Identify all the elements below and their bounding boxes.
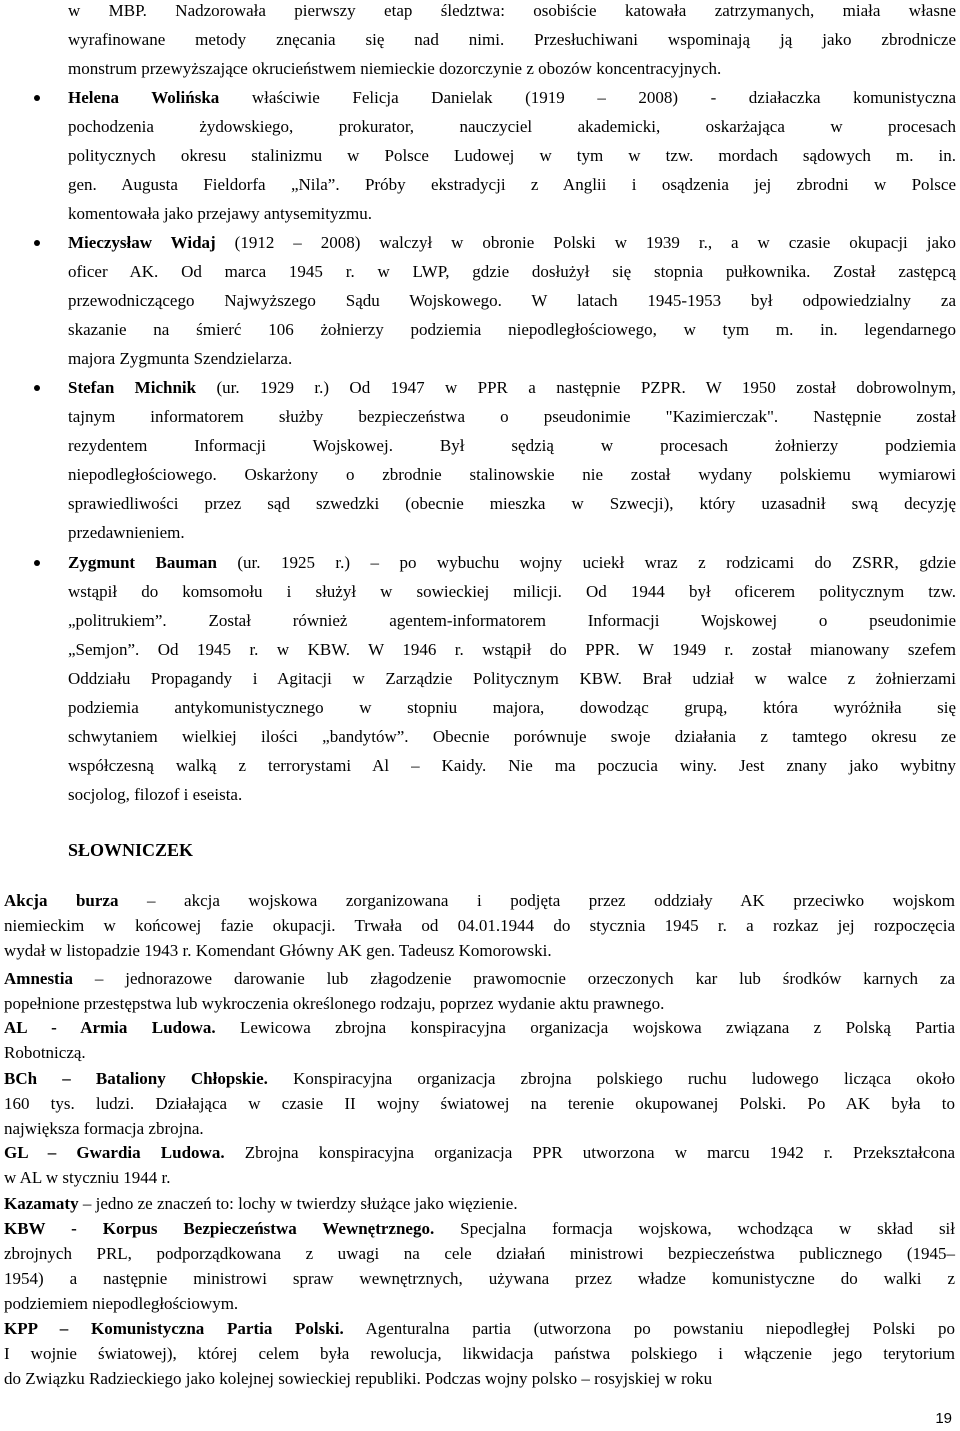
glossary-line: KPP – Komunistyczna Partia Polski. Agenturalna partia (utworzona po powstaniu niepodległej Polski po	[4, 1319, 956, 1338]
glossary-line: AL - Armia Ludowa. Lewicowa zbrojna konspiracyjna organizacja wojskowa związana z Polską Partia	[4, 1018, 955, 1037]
glossary-entry	[4, 1066, 955, 1141]
bio-line: gen. Augusta Fieldorfa „Nila”. Próby ekstradycji z Anglii i osądzenia jej zbrodni w Polsce	[68, 175, 956, 194]
bio-line: „politrukiem”. Został również agentem-informatorem Informacji Wojskowej o pseudonimie	[68, 611, 956, 630]
bio-line: majora Zygmunta Szendzielarza.	[68, 349, 293, 368]
term: BCh – Bataliony Chłopskie.	[4, 1069, 268, 1088]
glossary-line: Akcja burza – akcja wojskowa zorganizowana i podjęta przez oddziały AK przeciwko wojskom	[4, 891, 955, 910]
bio-line: przedawnieniem.	[68, 523, 185, 542]
bio-item	[68, 83, 956, 228]
glossary-entry	[4, 1316, 955, 1391]
bio-item	[68, 373, 956, 547]
glossary-line: BCh – Bataliony Chłopskie. Konspiracyjna organizacja zbrojna polskiego ruchu ludowego licząca około	[4, 1069, 955, 1088]
glossary-heading: SŁOWNICZEK	[68, 840, 194, 860]
glossary-line: 160 tys. ludzi. Działająca w czasie II wojny światowej na terenie okupowanej Polski. Po AK była to	[4, 1094, 955, 1113]
term: Mieczysław Widaj	[68, 233, 216, 252]
intro-line: wyrafinowane metody znęcania się nad nimi. Przesłuchiwani wspominają ją jako zbrodnicze	[68, 30, 956, 49]
glossary-line: popełnione przestępstwa lub wykroczenia określonego rodzaju, poprzez wydanie aktu prawnego.	[4, 994, 665, 1013]
bio-line: tajnym informatorem służby bezpieczeństwa o pseudonimie "Kazimierczak". Następnie został	[68, 407, 956, 426]
page-number: 19	[935, 1410, 952, 1427]
term: AL - Armia Ludowa.	[4, 1018, 216, 1037]
glossary-line: Kazamaty – jedno ze znaczeń to: lochy w twierdzy służące jako więzienie.	[4, 1194, 518, 1213]
bio-item	[68, 228, 956, 373]
bio-line: socjolog, filozof i eseista.	[68, 785, 243, 804]
bio-line: przewodniczącego Najwyższego Sądu Wojskowego. W latach 1945-1953 był odpowiedzialny za	[68, 291, 956, 310]
glossary-entry	[4, 1015, 955, 1065]
glossary-line: Amnestia – jednorazowe darowanie lub złagodzenie prawomocnie orzeczonych kar lub środków karnych za	[4, 969, 955, 988]
term: Kazamaty	[4, 1194, 79, 1213]
bio-line: Zygmunt Bauman (ur. 1925 r.) – po wybuchu wojny uciekł wraz z rodzicami do ZSRR, gdzie	[68, 553, 957, 572]
bio-line: pochodzenia żydowskiego, prokurator, nauczyciel akademicki, oskarżająca w procesach	[68, 117, 956, 136]
bio-line: Helena Wolińska właściwie Felicja Danielak (1919 – 2008) - działaczka komunistyczna	[68, 88, 957, 107]
glossary-line: podziemiem niepodległościowym.	[4, 1294, 239, 1313]
bio-line: politycznych okresu stalinizmu w Polsce Ludowej w tym w tzw. mordach sądowych m. in.	[68, 146, 956, 165]
term: Amnestia	[4, 969, 73, 988]
glossary-line: KBW - Korpus Bezpieczeństwa Wewnętrznego. Specjalna formacja wojskowa, wchodząca w skład sił	[4, 1219, 956, 1238]
bullet-dot	[34, 560, 40, 566]
glossary-line: Robotniczą.	[4, 1043, 86, 1062]
term: GL – Gwardia Ludowa.	[4, 1143, 225, 1162]
bio-line: „Semjon”. Od 1945 r. w KBW. W 1946 r. wstąpił do PPR. W 1949 r. został mianowany szefem	[68, 640, 956, 659]
bio-line: wstąpił do komsomołu i służył w sowieckiej milicji. Od 1944 był oficerem politycznym tzw.	[68, 582, 956, 601]
intro-line: monstrum przewyższające okrucieństwem niemieckie dozorczynie z obozów koncentracyjnych.	[68, 59, 722, 78]
bullet-dot	[34, 240, 40, 246]
term: KPP – Komunistyczna Partia Polski.	[4, 1319, 344, 1338]
bio-line: Stefan Michnik (ur. 1929 r.) Od 1947 w PPR a następnie PZPR. W 1950 został dobrowolnym,	[68, 378, 956, 397]
glossary-line: największa formacja zbrojna.	[4, 1119, 204, 1138]
bullet-dot	[34, 385, 40, 391]
bio-line: współczesną walką z terrorystami Al – Kaidy. Nie ma poczucia winy. Jest znany jako wybitny	[68, 756, 956, 775]
glossary-entry	[4, 1216, 955, 1316]
bullet-dot	[34, 95, 40, 101]
bio-line: rezydentem Informacji Wojskowej. Był sędzią w procesach żołnierzy podziemia	[68, 436, 956, 455]
term: Stefan Michnik	[68, 378, 197, 397]
term: KBW - Korpus Bezpieczeństwa Wewnętrznego.	[4, 1219, 435, 1238]
bio-line: schwytaniem wielkiej ilości „bandytów”. Obecnie porównuje swoje działania z tamtego okresu ze	[68, 727, 956, 746]
bio-line: oficer AK. Od marca 1945 r. w LWP, gdzie dosłużył się stopnia pułkownika. Został zastępcą	[68, 262, 956, 281]
intro-paragraph	[68, 0, 956, 83]
bio-line: sprawiedliwości przez sąd szwedzki (obecnie mieszka w Szwecji), który uzasadnił swą decyzję	[68, 494, 956, 513]
glossary-line: GL – Gwardia Ludowa. Zbrojna konspiracyjna organizacja PPR utworzona w marcu 1942 r. Przekształcona	[4, 1143, 955, 1162]
bio-line: Mieczysław Widaj (1912 – 2008) walczył w obronie Polski w 1939 r., a w czasie okupacji jako	[68, 233, 956, 252]
glossary-line: I wojnie światowej), której celem była rewolucja, likwidacja państwa polskiego i włączenie jego terytorium	[4, 1344, 955, 1363]
intro-line: w MBP. Nadzorowała pierwszy etap śledztwa: osobiście katowała zatrzymanych, miała własne	[68, 1, 956, 20]
term: Zygmunt Bauman	[68, 553, 217, 572]
bio-item	[68, 548, 956, 809]
glossary-line: do Związku Radzieckiego jako kolejnej sowieckiej republiki. Podczas wojny polsko – rosyjskiej w roku	[4, 1369, 713, 1388]
glossary-entry	[4, 1191, 955, 1216]
term: Helena Wolińska	[68, 88, 220, 107]
glossary-entry	[4, 1140, 955, 1190]
glossary-line: wydał w listopadzie 1943 r. Komendant Główny AK gen. Tadeusz Komorowski.	[4, 941, 552, 960]
bio-line: komentowała jako przejawy antysemityzmu.	[68, 204, 373, 223]
bio-line: skazanie na śmierć 106 żołnierzy podziemia niepodległościowego, w tym m. in. legendarnego	[68, 320, 956, 339]
glossary-entry	[4, 966, 955, 1016]
bio-line: niepodległościowego. Oskarżony o zbrodnie stalinowskie nie został wydany polskiemu wymiarowi	[68, 465, 956, 484]
glossary-line: 1954) a następnie ministrowi spraw wewnętrznych, używana przez władze komunistyczne do walki z	[4, 1269, 955, 1288]
glossary-line: niemieckim w końcowej fazie okupacji. Trwała od 04.01.1944 do stycznia 1945 r. a rozkaz jej rozpoczęcia	[4, 916, 955, 935]
bio-line: podziemia antykomunistycznego w stopniu majora, dowodząc grupą, która wyróżniła się	[68, 698, 956, 717]
bio-line: Oddziału Propagandy i Agitacji w Zarządzie Politycznym KBW. Brał udział w walce z żołnierzami	[68, 669, 956, 688]
glossary-entry	[4, 888, 955, 963]
term: Akcja burza	[4, 891, 119, 910]
glossary-line: zbrojnych PRL, podporządkowana z uwagi na cele działań ministrowi bezpieczeństwa publicznego (1945–	[4, 1244, 955, 1263]
glossary-line: w AL w styczniu 1944 r.	[4, 1168, 171, 1187]
